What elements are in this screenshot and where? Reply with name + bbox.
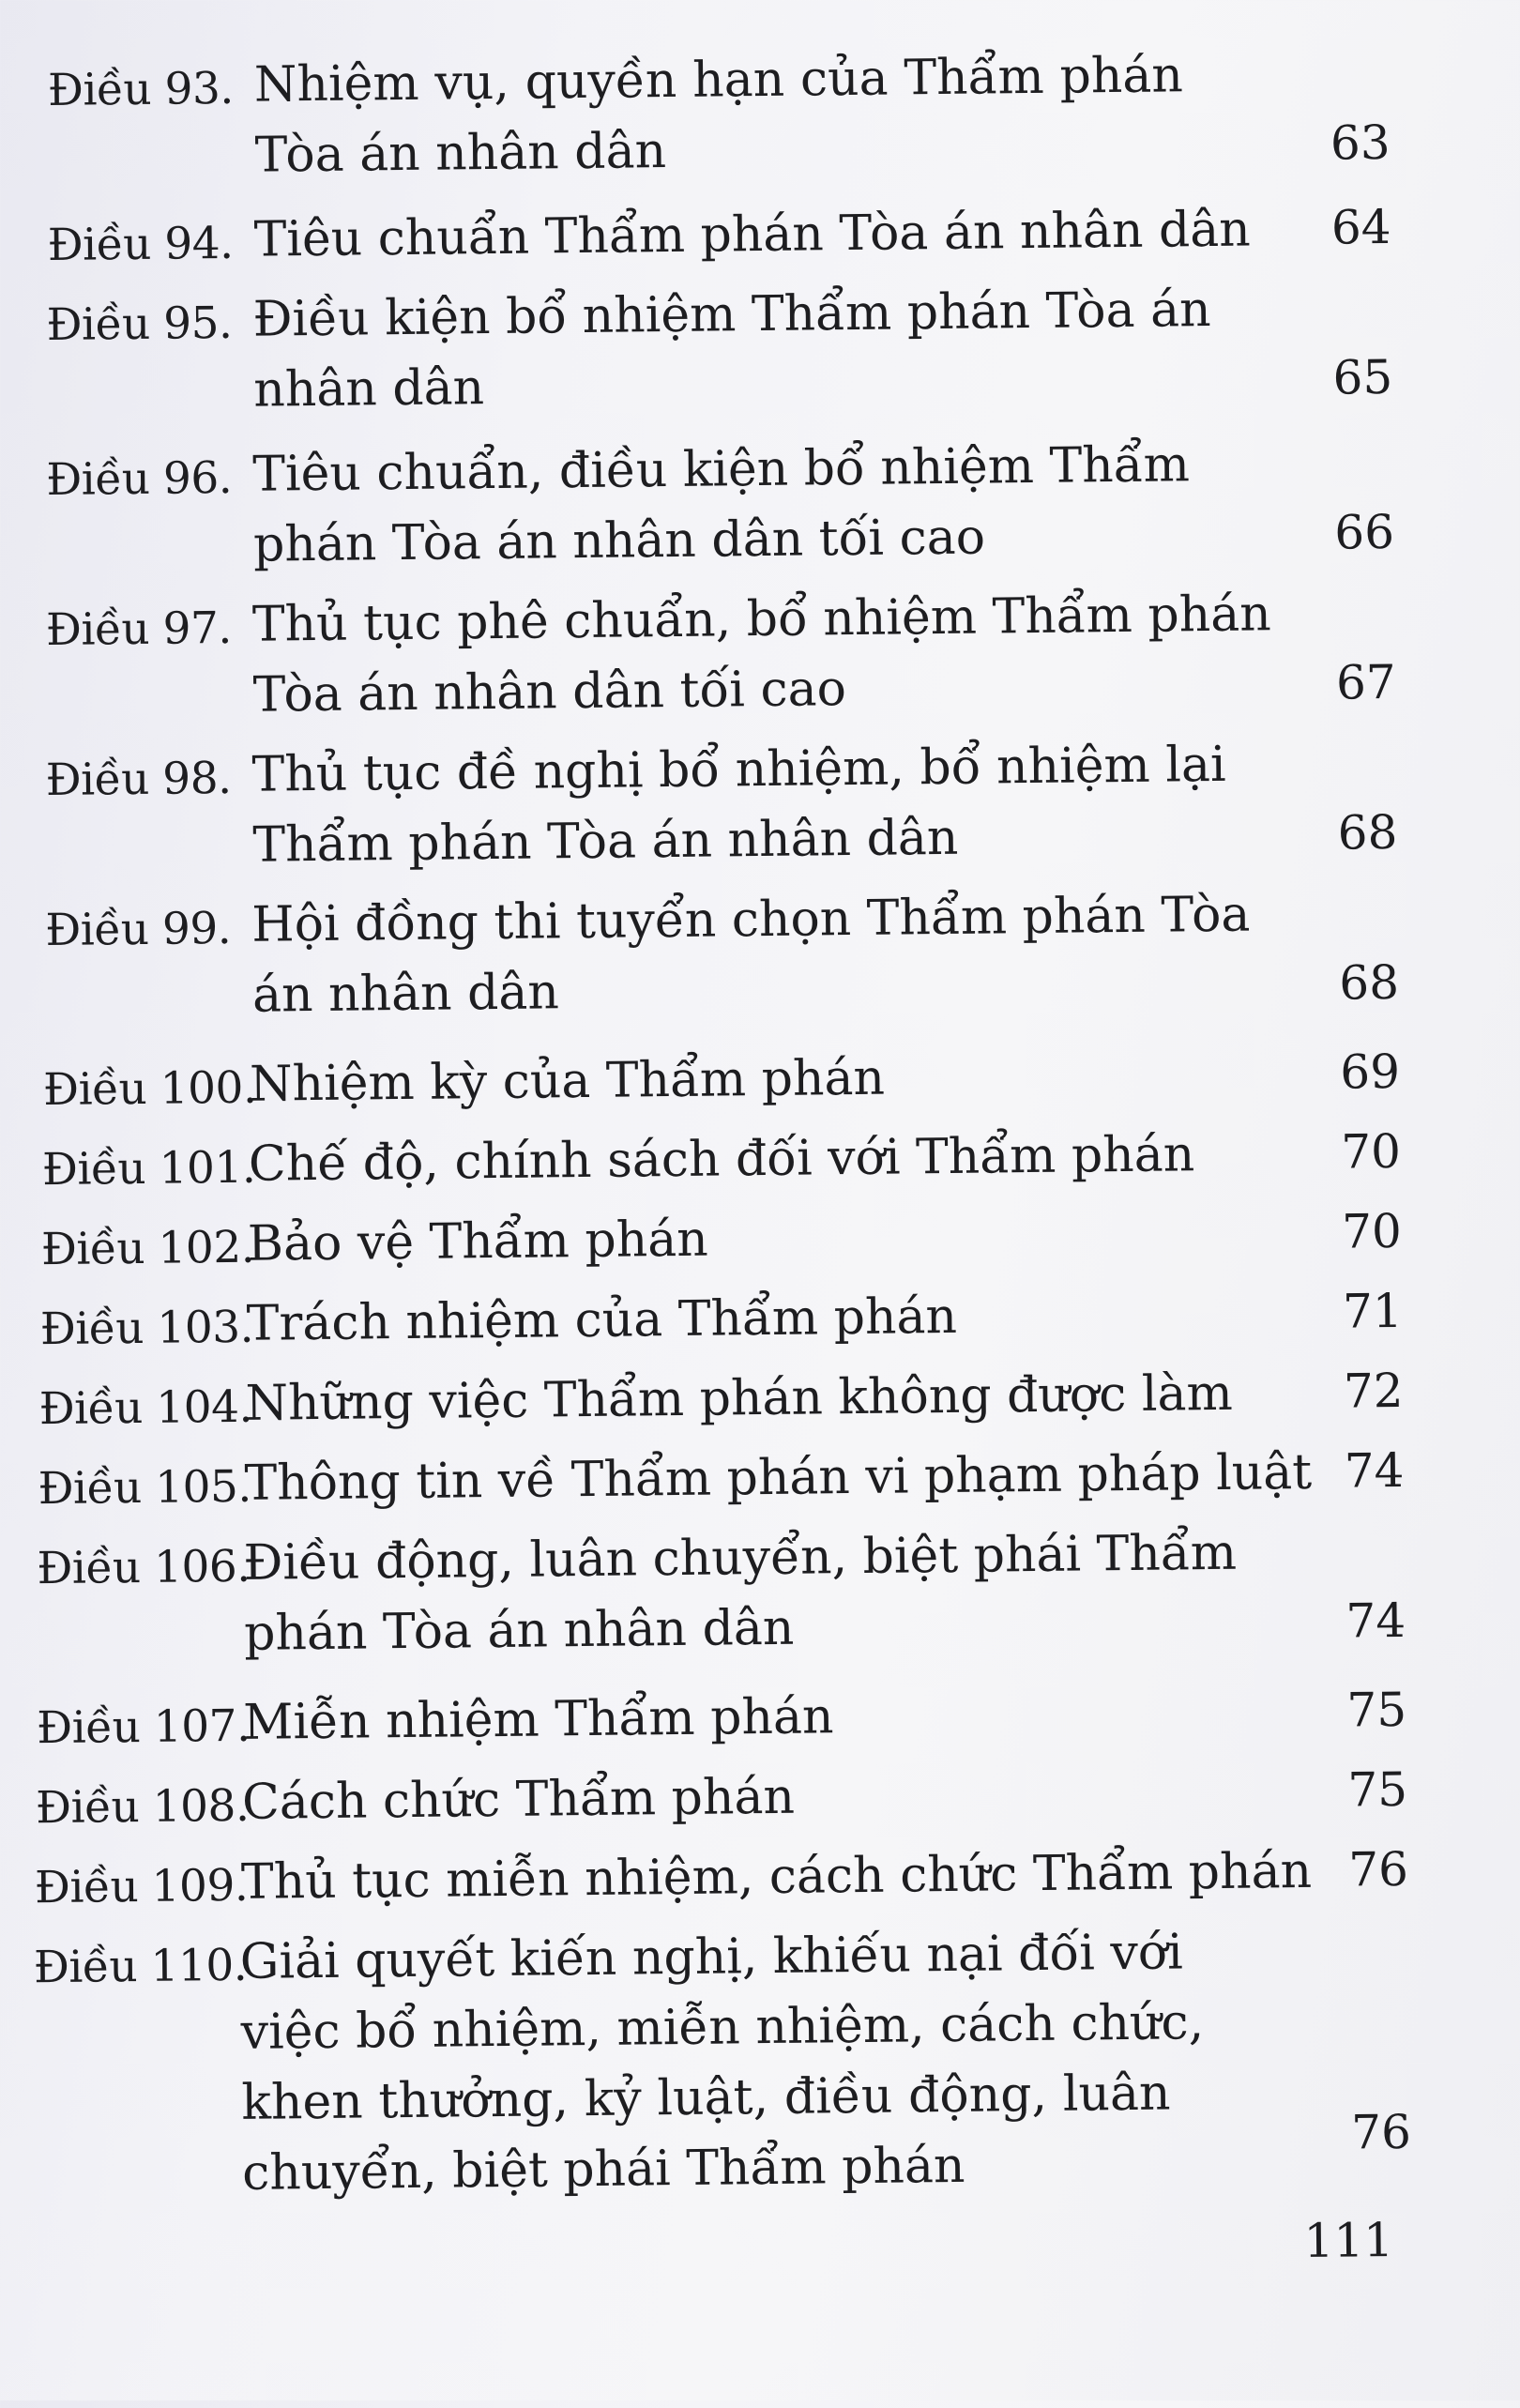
article-title-line: việc bổ nhiệm, miễn nhiệm, cách chức, (240, 1994, 1205, 2061)
article-label: Điều 94. (47, 217, 234, 271)
toc-entry (13, 1282, 1520, 1356)
page-ref: 70 (1340, 1123, 1402, 1180)
page-ref: 74 (1345, 1593, 1406, 1649)
page-ref: 66 (1334, 504, 1395, 560)
article-label: Điều 108. (35, 1779, 250, 1835)
page-ref: 63 (1330, 114, 1391, 171)
toc-entry (19, 1760, 1520, 1835)
toc-entry (9, 883, 1520, 1024)
article-title-line: Tiêu chuẩn, điều kiện bổ nhiệm Thẩm (251, 436, 1191, 503)
toc-entry (7, 583, 1520, 724)
article-title-line: Thông tin về Thẩm phán vi phạm pháp luật (244, 1443, 1313, 1512)
article-label: Điều 99. (45, 902, 232, 957)
article-title-line: Những việc Thẩm phán không được làm (245, 1364, 1234, 1432)
article-title-line: phán Tòa án nhân dân tối cao (252, 509, 986, 573)
page-ref: 76 (1347, 1841, 1409, 1897)
toc-entry (8, 733, 1520, 874)
article-title-line: Nhiệm kỳ của Thẩm phán (249, 1049, 886, 1113)
page-ref: 64 (1330, 199, 1391, 255)
article-title-line: khen thưởng, kỷ luật, điều động, luân (241, 2065, 1171, 2131)
page-ref: 75 (1347, 1761, 1408, 1818)
toc-entry (11, 1043, 1520, 1117)
page-ref: 70 (1341, 1203, 1403, 1259)
article-title-line: Điều kiện bổ nhiệm Thẩm phán Tòa án (252, 281, 1211, 348)
article-label: Điều 93. (47, 62, 235, 116)
toc-entry (18, 1681, 1520, 1755)
article-label: Điều 103. (39, 1301, 254, 1356)
article-label: Điều 96. (46, 451, 233, 506)
page-number: 111 (1303, 2213, 1394, 2269)
page-ref: 75 (1346, 1682, 1407, 1738)
article-label: Điều 104. (38, 1380, 253, 1436)
article-title-line: Điều động, luân chuyển, biệt phái Thẩm (243, 1524, 1238, 1592)
article-title-line: Tiêu chuẩn Thẩm phán Tòa án nhân dân (253, 201, 1251, 268)
toc-entry (15, 1441, 1520, 1516)
page-ref: 65 (1332, 349, 1393, 405)
article-title-line: Thủ tục phê chuẩn, bổ nhiệm Thẩm phán (251, 586, 1272, 653)
article-label: Điều 110. (33, 1939, 248, 1994)
article-label: Điều 101. (41, 1141, 256, 1196)
article-label: Điều 106. (37, 1540, 251, 1595)
article-title-line: Chế độ, chính sách đối với Thẩm phán (248, 1126, 1195, 1193)
article-title-line: chuyển, biệt phái Thẩm phán (241, 2137, 965, 2202)
article-label: Điều 100. (42, 1061, 257, 1117)
article-title-line: Thủ tục đề nghị bổ nhiệm, bổ nhiệm lại (251, 736, 1226, 803)
page-ref: 68 (1339, 954, 1400, 1011)
article-label: Điều 97. (45, 602, 233, 657)
article-title-line: án nhân dân (251, 964, 560, 1024)
article-label: Điều 98. (45, 752, 232, 807)
article-label: Điều 105. (38, 1460, 252, 1516)
article-title-line: Thủ tục miễn nhiệm, cách chức Thẩm phán (240, 1842, 1313, 1911)
article-title-line: Thẩm phán Tòa án nhân dân (252, 809, 959, 874)
article-title-line: Giải quyết kiến nghị, khiếu nại đối với (239, 1924, 1184, 1990)
page-ref: 72 (1343, 1363, 1404, 1419)
toc-entry (16, 1521, 1520, 1662)
page-ref: 67 (1335, 654, 1396, 710)
article-title-line: Tòa án nhân dân tối cao (252, 661, 847, 724)
toc-entry (1, 44, 1520, 184)
toc-entry (14, 1362, 1520, 1436)
page-ref: 76 (1350, 2104, 1412, 2160)
article-label: Điều 109. (34, 1859, 249, 1914)
page-ref: 68 (1337, 804, 1398, 861)
article-title-line: Miễn nhiệm Thẩm phán (242, 1688, 834, 1751)
toc-entry (12, 1122, 1520, 1196)
article-title-line: Hội đồng thi tuyển chọn Thẩm phán Tòa (251, 886, 1251, 953)
toc-entry (21, 1920, 1520, 2202)
toc-entry (5, 433, 1520, 573)
toc-entry (13, 1202, 1520, 1276)
article-title-line: nhân dân (253, 359, 485, 419)
toc-entry (20, 1840, 1520, 1914)
page-ref: 71 (1342, 1283, 1403, 1339)
article-title-line: phán Tòa án nhân dân (243, 1599, 795, 1662)
article-label: Điều 107. (36, 1699, 251, 1755)
toc-entry (2, 199, 1520, 271)
article-title-line: Tòa án nhân dân (254, 123, 667, 184)
toc-entry (3, 279, 1520, 419)
page-ref: 69 (1340, 1044, 1401, 1100)
article-title-line: Nhiệm vụ, quyền hạn của Thẩm phán (253, 47, 1184, 114)
article-label: Điều 95. (46, 297, 233, 351)
article-label: Điều 102. (40, 1221, 255, 1276)
article-title-line: Bảo vệ Thẩm phán (247, 1211, 709, 1273)
article-title-line: Trách nhiệm của Thẩm phán (246, 1288, 958, 1352)
page-ref: 74 (1344, 1442, 1405, 1499)
article-title-line: Cách chức Thẩm phán (241, 1768, 796, 1831)
